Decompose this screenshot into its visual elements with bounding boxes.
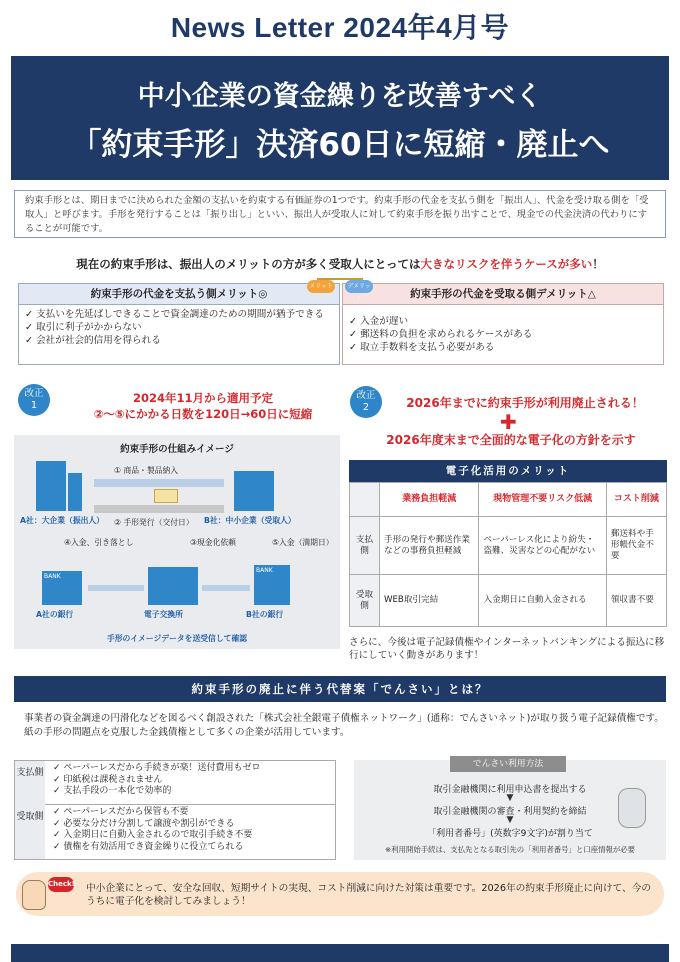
usage-note: ※利用開始手続は、支払先となる取引先の「利用者番号」と口座情報が必要 [384, 845, 636, 854]
check-text: 中小企業にとって、安全な回収、短期サイトの実現、コスト削減に向けた対策は重要です。2026年の約束手形廃止に向けて、今のうちに電子化を検討してみましょう！ [86, 883, 652, 907]
company-a-label: A社：大企業（振出人） [20, 516, 105, 525]
densai-intro: 事業者の資金調達の円滑化などを図るべく創設された「株式会社全銀電子債権ネットワーク」(通称：でんさいネット)が取り扱う電子記録債権です。紙の手形の問題点を克服した金銭債権として多くの企業が活用しています。 [24, 713, 664, 738]
warning-line [0, 256, 680, 272]
warning-suffix: ！ [592, 257, 604, 271]
down-arrow-icon: ▼ [506, 793, 514, 803]
diagram-title: 約束手形の仕組みイメージ [120, 444, 234, 455]
table-cell: ペーパーレス化により紛失・盗難、災害などの心配がない [479, 517, 606, 575]
demerit-item: ✓ 郵送料の負担を求められるケースがある [349, 329, 533, 340]
kaisei2-line2: 2026年度末まで全面的な電子化の方針を示す [386, 433, 636, 447]
bill-icon [154, 489, 178, 503]
list-item: ✓ 印紙税は課税されません [53, 774, 163, 785]
pay-side-row [15, 761, 335, 805]
step3-label: ③現金化依頼 [190, 538, 236, 547]
kaisei1-text [58, 390, 348, 422]
list-item: ✓ ペーパーレスだから手続きが楽！送付費用もゼロ [53, 763, 261, 773]
plus-icon: ✚ [500, 410, 517, 434]
company-a-building-wing [68, 473, 82, 511]
kaisei2-badge-label: 改正 [356, 390, 376, 401]
step1-arrow-icon [94, 479, 224, 487]
densai-usage-box [354, 760, 666, 860]
blank-corner [350, 483, 380, 517]
col-header: コスト削減 [606, 483, 666, 517]
kaisei1-badge-label: 改正 [24, 388, 44, 399]
bank-b-sign: BANK [256, 567, 273, 574]
demerit-item: ✓ 入金が遅い [349, 316, 409, 327]
exchange-arrow-right-icon [202, 585, 250, 591]
bank-a-sign: BANK [44, 573, 61, 580]
recv-items [53, 807, 252, 853]
step5-label: ⑤入金（満期日） [272, 538, 334, 547]
merit-item: ✓ 取引に利子がかからない [25, 322, 142, 333]
scale-demerit-label: デメリット [345, 280, 373, 293]
step2-label: ② 手形発行（交付日） [114, 518, 194, 527]
promissory-diagram [14, 435, 340, 649]
step1-label: ① 商品・製品納入 [114, 466, 179, 475]
scale-merit-label: メリット [307, 280, 335, 293]
usage-tag: でんさい利用方法 [450, 756, 566, 772]
table-cell: 手形の発行や郵送作業などの事務負担軽減 [380, 517, 479, 575]
col-header: 現物管理不要リスク低減 [479, 483, 606, 517]
list-item: ✓ 必要な分だけ分割して譲渡や割引ができる [53, 818, 235, 829]
step4-label: ④入金、引き落とし [64, 538, 134, 547]
pay-side-label: 支払側 [15, 761, 45, 805]
robot-icon [618, 788, 646, 828]
headline-banner [11, 56, 669, 180]
pointing-hand-icon [22, 880, 46, 910]
warning-prefix: 現在の約束手形は、振出人のメリットの方が多く受取人にとっては [76, 257, 421, 271]
exchange-label: 電子交換所 [144, 610, 183, 619]
table-cell: 領収書不要 [606, 575, 666, 627]
usage-step1: 取引金融機関に利用申込書を提出する [433, 785, 587, 795]
kaisei1-line1: 2024年11月から適用予定 [132, 391, 273, 405]
merit-list [18, 305, 340, 365]
col-header: 業務負担軽減 [380, 483, 479, 517]
list-item: ✓ 債権を有効活用でき資金繰りに役立てられる [53, 841, 244, 852]
after-text: さらに、今後は電子記録債権やインターネットバンキングによる振込に移行にしていく動きがあります！ [349, 637, 665, 661]
kaisei2-badge [350, 386, 382, 418]
list-item: ✓ ペーパーレスだから保管も不要 [53, 807, 189, 817]
footer-bar [11, 944, 669, 962]
step2-arrow-icon [94, 505, 224, 513]
kaisei1-line2: ②～⑤にかかる日数を120日→60日に短縮 [93, 407, 313, 421]
company-b-building-icon [234, 471, 274, 511]
merit-heading: 約束手形の代金を支払う側メリット◎ [18, 283, 340, 305]
row-side: 支払側 [350, 517, 380, 575]
warning-highlight: 大きなリスクを伴うケースが多い [420, 257, 593, 271]
intro-box: 約束手形とは、期日までに決められた金額の支払いを約束する有価証券の1つです。約束手形の代金を支払う側を「振出人」、代金を受け取る側を「受取人」と呼びます。手形を発行することは「振り出し」といい、振出人が受取人に対して約束手形を振り出すことで、現金での代金決済の代わりにすることが可能です。 [14, 190, 666, 238]
company-a-building-icon [36, 461, 66, 511]
headline-line2: 「約束手形」決済60日に短縮・廃止へ [70, 127, 610, 163]
balance-scale-icon [307, 276, 373, 302]
list-item: ✓ 入金期日に自動入金されるので取引手続き不要 [53, 830, 253, 840]
list-item: ✓ 支払手段の一本化で効率的 [53, 786, 172, 796]
densai-merits [14, 760, 336, 860]
diagram-footer: 手形のイメージデータを送受信して確認 [106, 634, 248, 643]
row-side: 受取側 [350, 575, 380, 627]
pay-items [53, 763, 261, 798]
kaisei1-badge-number: 1 [30, 400, 38, 411]
bank-b-label: B社の銀行 [246, 610, 284, 619]
table-cell: 郵送料や手形帳代金不要 [606, 517, 666, 575]
exchange-arrow-left-icon [88, 585, 144, 591]
bank-a-label: A社の銀行 [36, 610, 74, 619]
benefits-table [349, 460, 667, 630]
demerit-list [342, 305, 664, 365]
benefits-heading: 電子化活用のメリット [349, 460, 667, 482]
usage-step3: 「利用者番号」(英数字9文字)が割り当て [427, 829, 593, 839]
kaisei2-badge-number: 2 [362, 402, 370, 413]
newsletter-title: News Letter 2024年4月号 [170, 12, 510, 43]
demerit-heading: 約束手形の代金を受取る側デメリット△ [342, 283, 664, 305]
densai-section-heading: 約束手形の廃止に伴う代替案「でんさい」とは？ [14, 676, 666, 702]
kaisei2-line1: 2026年までに約束手形が利用廃止される！ [406, 396, 644, 410]
recv-side-row [15, 805, 335, 859]
kaisei1-badge [18, 384, 50, 416]
usage-step2: 取引金融機関の審査・利用契約を締結 [433, 807, 587, 817]
exchange-icon [148, 567, 198, 605]
merit-item: ✓ 会社が社会的信用を得られる [25, 335, 161, 346]
recv-side-label: 受取側 [15, 805, 45, 859]
company-b-label: B社：中小企業（受取人） [204, 516, 296, 525]
down-arrow-icon: ▼ [506, 815, 514, 825]
merit-item: ✓ 支払いを先延ばしできることで資金調達のための期間が猶予できる [25, 309, 324, 320]
demerit-item: ✓ 取立手数料を支払う必要がある [349, 342, 495, 353]
table-cell: 入金期日に自動入金される [479, 575, 606, 627]
headline-line1: 中小企業の資金繰りを改善すべく [137, 81, 543, 112]
check-badge: Check! [48, 877, 74, 892]
table-cell: WEB取引完結 [380, 575, 479, 627]
